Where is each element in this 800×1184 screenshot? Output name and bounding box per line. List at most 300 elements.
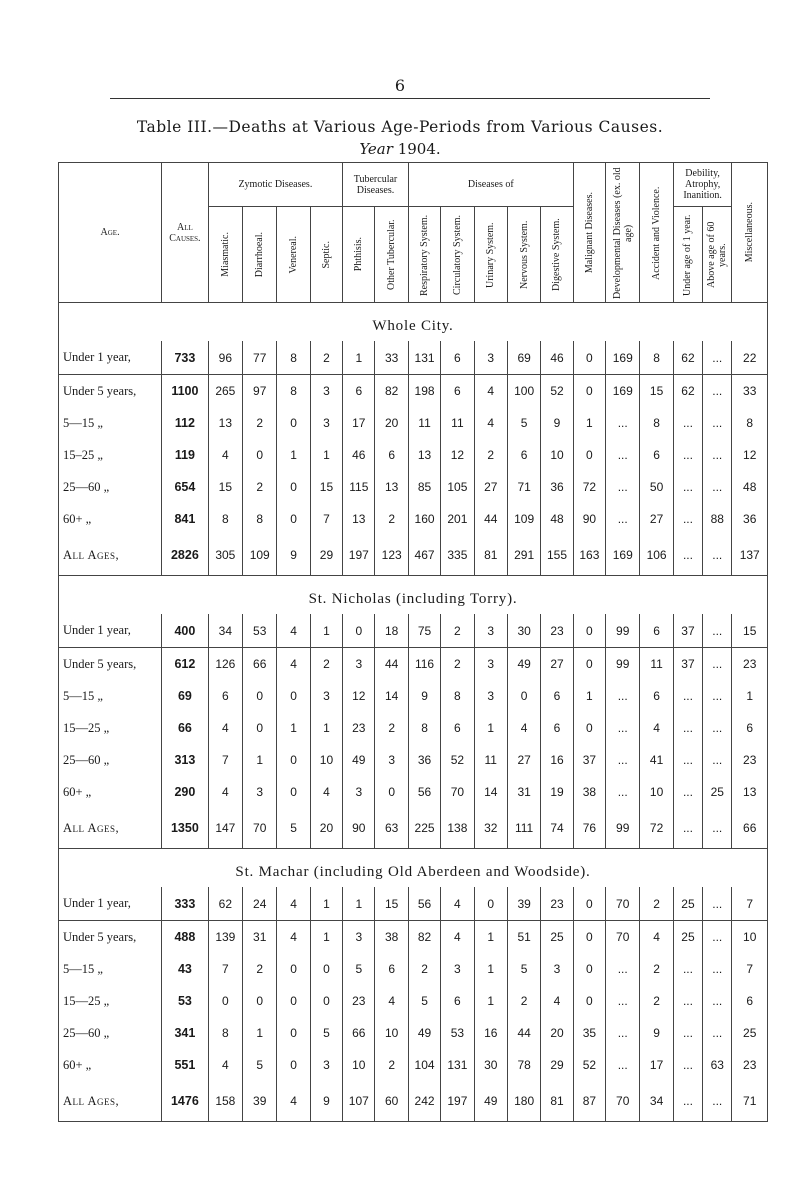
table-cell: 60: [375, 1081, 408, 1122]
table-cell: ...: [703, 439, 732, 471]
table-cell: ...: [703, 887, 732, 921]
section-heading-row: [59, 576, 768, 615]
table-cell: 6: [507, 439, 540, 471]
table-cell: 4: [375, 985, 408, 1017]
table-cell: 0: [573, 712, 605, 744]
age-period-label: 5—15 „: [59, 407, 162, 439]
table-cell: 48: [732, 471, 768, 503]
table-cell: 70: [441, 776, 474, 808]
table-row: [59, 744, 768, 776]
table-cell: 7: [208, 744, 242, 776]
table-cell: 20: [375, 407, 408, 439]
table-cell: 16: [541, 744, 573, 776]
table-cell: 1: [310, 712, 342, 744]
deaths-table: [58, 162, 768, 1122]
table-cell: 20: [310, 808, 342, 849]
table-cell: 0: [474, 887, 507, 921]
table-cell: 3: [474, 614, 507, 648]
table-cell: 14: [474, 776, 507, 808]
table-cell: ...: [673, 808, 702, 849]
table-cell: 0: [507, 680, 540, 712]
table-cell: 36: [732, 503, 768, 535]
age-period-label: 5—15 „: [59, 680, 162, 712]
table-cell: 105: [441, 471, 474, 503]
table-cell: 70: [606, 921, 640, 954]
table-cell: 2: [243, 407, 277, 439]
table-cell: 69: [507, 341, 540, 375]
table-cell: 0: [573, 341, 605, 375]
table-cell: 13: [375, 471, 408, 503]
table-cell: 3: [441, 953, 474, 985]
table-cell: 76: [573, 808, 605, 849]
table-cell: 4: [208, 1049, 242, 1081]
table-row: [59, 776, 768, 808]
table-cell: 6: [441, 341, 474, 375]
table-cell: 8: [277, 375, 310, 408]
table-row: [59, 1017, 768, 1049]
table-cell: ...: [673, 680, 702, 712]
table-cell: 10: [732, 921, 768, 954]
table-cell: 11: [408, 407, 440, 439]
table-cell: 8: [208, 503, 242, 535]
table-cell: 2: [375, 503, 408, 535]
table-cell: 7: [732, 953, 768, 985]
table-body: [59, 303, 768, 1122]
table-cell: 0: [310, 985, 342, 1017]
table-cell: 62: [673, 375, 702, 408]
table-cell: ...: [673, 439, 702, 471]
table-cell: 0: [277, 503, 310, 535]
table-cell: 17: [640, 1049, 673, 1081]
table-cell: 4: [208, 439, 242, 471]
table-cell: 77: [243, 341, 277, 375]
header-diseases-of: Diseases of: [408, 163, 573, 207]
table-cell: 4: [640, 712, 673, 744]
age-period-label: 60+ „: [59, 503, 162, 535]
age-period-label: Under 5 years,: [59, 375, 162, 408]
header-all-causes: All Causes.: [162, 163, 209, 303]
table-cell: 23: [541, 887, 573, 921]
table-cell: 78: [507, 1049, 540, 1081]
table-cell: 8: [277, 341, 310, 375]
table-cell: 31: [507, 776, 540, 808]
table-row: [59, 921, 768, 954]
table-cell: 2: [408, 953, 440, 985]
table-cell: 16: [474, 1017, 507, 1049]
table-row: [59, 1049, 768, 1081]
table-cell: 35: [573, 1017, 605, 1049]
all-causes-cell: 66: [162, 712, 209, 744]
table-cell: 3: [310, 1049, 342, 1081]
table-cell: 15: [375, 887, 408, 921]
table-cell: ...: [673, 471, 702, 503]
all-causes-cell: 119: [162, 439, 209, 471]
header-miasmatic: Miasmatic.: [219, 232, 231, 277]
table-cell: 96: [208, 341, 242, 375]
table-cell: 27: [507, 744, 540, 776]
table-cell: 33: [375, 341, 408, 375]
table-cell: ...: [606, 680, 640, 712]
table-cell: ...: [703, 985, 732, 1017]
table-cell: 4: [277, 921, 310, 954]
table-cell: 0: [277, 985, 310, 1017]
header-malignant: Malignant Diseases.: [583, 191, 595, 274]
table-cell: 30: [507, 614, 540, 648]
table-cell: 72: [640, 808, 673, 849]
table-cell: 49: [474, 1081, 507, 1122]
table-cell: 36: [541, 471, 573, 503]
table-row: [59, 1081, 768, 1122]
table-cell: ...: [673, 744, 702, 776]
table-cell: 155: [541, 535, 573, 576]
table-cell: 2: [375, 712, 408, 744]
table-cell: 27: [541, 648, 573, 681]
table-cell: 9: [277, 535, 310, 576]
table-cell: 13: [343, 503, 375, 535]
table-cell: 63: [375, 808, 408, 849]
table-cell: 41: [640, 744, 673, 776]
all-causes-cell: 2826: [162, 535, 209, 576]
table-cell: ...: [606, 407, 640, 439]
table-cell: 197: [441, 1081, 474, 1122]
header-septic: Septic.: [320, 240, 332, 269]
table-cell: 56: [408, 776, 440, 808]
table-cell: 0: [573, 648, 605, 681]
table-cell: 38: [375, 921, 408, 954]
table-cell: 56: [408, 887, 440, 921]
table-cell: 11: [474, 744, 507, 776]
table-cell: 4: [208, 712, 242, 744]
table-cell: 138: [441, 808, 474, 849]
table-cell: 4: [474, 375, 507, 408]
table-cell: 180: [507, 1081, 540, 1122]
table-row: [59, 887, 768, 921]
table-cell: 49: [507, 648, 540, 681]
table-cell: ...: [673, 1049, 702, 1081]
table-cell: 5: [277, 808, 310, 849]
table-row: [59, 614, 768, 648]
age-period-label: 15—25 „: [59, 985, 162, 1017]
section-title: St. Machar (including Old Aberdeen and Woodside).: [59, 849, 768, 888]
table-cell: ...: [703, 614, 732, 648]
header-miscellaneous: Miscellaneous.: [744, 202, 756, 263]
table-cell: 8: [408, 712, 440, 744]
age-period-label: 25—60 „: [59, 1017, 162, 1049]
table-cell: 2: [474, 439, 507, 471]
section-title: Whole City.: [59, 303, 768, 342]
table-cell: ...: [606, 1017, 640, 1049]
table-cell: 23: [343, 985, 375, 1017]
table-cell: 0: [573, 921, 605, 954]
table-cell: 10: [640, 776, 673, 808]
table-cell: 15: [310, 471, 342, 503]
table-cell: ...: [606, 1049, 640, 1081]
table-cell: 7: [732, 887, 768, 921]
header-respiratory: Respiratory System.: [419, 213, 431, 296]
header-above-60-years: Above age of 60 years.: [706, 221, 729, 288]
table-cell: ...: [673, 985, 702, 1017]
table-cell: ...: [673, 407, 702, 439]
section-title: St. Nicholas (including Torry).: [59, 576, 768, 615]
all-causes-cell: 841: [162, 503, 209, 535]
table-cell: 139: [208, 921, 242, 954]
table-cell: ...: [703, 744, 732, 776]
table-cell: 1: [474, 985, 507, 1017]
table-cell: 137: [732, 535, 768, 576]
table-cell: 66: [732, 808, 768, 849]
table-cell: 4: [441, 887, 474, 921]
table-cell: 2: [441, 648, 474, 681]
table-cell: 7: [208, 953, 242, 985]
header-venereal: Venereal.: [288, 235, 300, 274]
table-cell: 70: [606, 1081, 640, 1122]
table-cell: 1: [343, 341, 375, 375]
table-cell: 9: [640, 1017, 673, 1049]
all-causes-cell: 400: [162, 614, 209, 648]
table-cell: 34: [640, 1081, 673, 1122]
table-cell: 6: [640, 439, 673, 471]
age-period-label: All Ages,: [59, 808, 162, 849]
table-cell: 25: [673, 921, 702, 954]
table-cell: 81: [541, 1081, 573, 1122]
table-cell: 4: [277, 648, 310, 681]
header-age: Age.: [59, 163, 162, 303]
table-cell: 4: [541, 985, 573, 1017]
table-cell: 11: [640, 648, 673, 681]
table-cell: ...: [673, 535, 702, 576]
table-cell: 2: [375, 1049, 408, 1081]
table-row: [59, 407, 768, 439]
table-cell: 10: [310, 744, 342, 776]
table-cell: 4: [640, 921, 673, 954]
table-cell: 97: [243, 375, 277, 408]
table-cell: 2: [243, 953, 277, 985]
table-row: [59, 535, 768, 576]
table-cell: 13: [208, 407, 242, 439]
table-row: [59, 341, 768, 375]
table-cell: 0: [573, 985, 605, 1017]
table-cell: 23: [732, 648, 768, 681]
table-cell: ...: [703, 808, 732, 849]
table-cell: 6: [441, 375, 474, 408]
table-cell: 2: [310, 648, 342, 681]
table-cell: 158: [208, 1081, 242, 1122]
table-cell: 1: [310, 921, 342, 954]
age-period-label: Under 1 year,: [59, 614, 162, 648]
table-cell: 5: [343, 953, 375, 985]
table-cell: 0: [310, 953, 342, 985]
table-cell: 160: [408, 503, 440, 535]
table-cell: 2: [441, 614, 474, 648]
table-cell: 31: [243, 921, 277, 954]
table-cell: 4: [507, 712, 540, 744]
table-cell: 9: [408, 680, 440, 712]
table-cell: 0: [573, 375, 605, 408]
table-cell: 3: [541, 953, 573, 985]
table-cell: ...: [703, 1017, 732, 1049]
all-causes-cell: 1350: [162, 808, 209, 849]
table-cell: 44: [474, 503, 507, 535]
table-cell: 1: [243, 1017, 277, 1049]
table-row: [59, 953, 768, 985]
table-cell: 6: [441, 985, 474, 1017]
table-cell: 14: [375, 680, 408, 712]
age-period-label: Under 5 years,: [59, 921, 162, 954]
table-cell: 25: [732, 1017, 768, 1049]
age-period-label: All Ages,: [59, 1081, 162, 1122]
table-cell: 6: [732, 985, 768, 1017]
table-cell: 70: [243, 808, 277, 849]
header-circulatory: Circulatory System.: [451, 214, 463, 295]
table-cell: 8: [441, 680, 474, 712]
table-cell: 13: [408, 439, 440, 471]
all-causes-cell: 290: [162, 776, 209, 808]
table-cell: 13: [732, 776, 768, 808]
table-cell: 3: [343, 921, 375, 954]
all-causes-cell: 612: [162, 648, 209, 681]
header-diarrhoeal: Diarrhoeal.: [254, 231, 266, 278]
table-cell: 0: [243, 985, 277, 1017]
table-cell: 10: [541, 439, 573, 471]
table-row: [59, 503, 768, 535]
table-cell: 62: [208, 887, 242, 921]
header-urinary: Urinary System.: [485, 221, 497, 288]
table-cell: 1: [573, 680, 605, 712]
table-cell: 3: [474, 341, 507, 375]
table-cell: 1: [474, 712, 507, 744]
header-zymotic: Zymotic Diseases.: [208, 163, 342, 207]
table-cell: 8: [640, 341, 673, 375]
all-causes-cell: 1476: [162, 1081, 209, 1122]
table-cell: 4: [277, 614, 310, 648]
all-causes-cell: 53: [162, 985, 209, 1017]
table-cell: 15: [208, 471, 242, 503]
table-cell: 3: [243, 776, 277, 808]
all-causes-cell: 733: [162, 341, 209, 375]
table-row: [59, 375, 768, 408]
table-cell: 6: [732, 712, 768, 744]
table-cell: 0: [208, 985, 242, 1017]
table-cell: ...: [703, 712, 732, 744]
table-cell: 30: [474, 1049, 507, 1081]
all-causes-cell: 333: [162, 887, 209, 921]
table-cell: ...: [703, 1081, 732, 1122]
table-cell: 63: [703, 1049, 732, 1081]
table-cell: ...: [673, 776, 702, 808]
table-cell: 6: [640, 614, 673, 648]
table-cell: 23: [541, 614, 573, 648]
table-cell: 3: [474, 680, 507, 712]
table-cell: 36: [408, 744, 440, 776]
age-period-label: 25—60 „: [59, 471, 162, 503]
header-under-1-year: Under age of 1 year.: [682, 213, 694, 296]
table-cell: ...: [703, 375, 732, 408]
table-cell: 37: [573, 744, 605, 776]
table-cell: 5: [243, 1049, 277, 1081]
table-cell: 4: [208, 776, 242, 808]
top-rule: [110, 98, 710, 99]
table-cell: 72: [573, 471, 605, 503]
table-cell: 305: [208, 535, 242, 576]
table-cell: 25: [673, 887, 702, 921]
table-cell: 87: [573, 1081, 605, 1122]
table-cell: 163: [573, 535, 605, 576]
table-cell: 85: [408, 471, 440, 503]
table-cell: 62: [673, 341, 702, 375]
table-cell: 201: [441, 503, 474, 535]
table-cell: 1: [310, 439, 342, 471]
table-cell: 3: [310, 680, 342, 712]
table-cell: 169: [606, 341, 640, 375]
header-accident: Accident and Violence.: [651, 185, 663, 280]
table-cell: 106: [640, 535, 673, 576]
age-period-label: 60+ „: [59, 1049, 162, 1081]
subtitle-prefix: Year: [359, 140, 393, 158]
table-cell: 52: [541, 375, 573, 408]
table-cell: 123: [375, 535, 408, 576]
all-causes-cell: 341: [162, 1017, 209, 1049]
table-cell: 4: [310, 776, 342, 808]
table-cell: 82: [408, 921, 440, 954]
table-cell: 5: [310, 1017, 342, 1049]
table-row: [59, 648, 768, 681]
table-row: [59, 471, 768, 503]
all-causes-cell: 112: [162, 407, 209, 439]
table-cell: ...: [673, 1081, 702, 1122]
table-cell: 1: [343, 887, 375, 921]
table-cell: 4: [277, 887, 310, 921]
table-cell: 39: [507, 887, 540, 921]
table-cell: ...: [606, 744, 640, 776]
table-cell: 18: [375, 614, 408, 648]
table-cell: 44: [375, 648, 408, 681]
table-cell: 90: [573, 503, 605, 535]
table-cell: ...: [703, 535, 732, 576]
table-cell: 12: [732, 439, 768, 471]
table-cell: 11: [441, 407, 474, 439]
age-period-label: 5—15 „: [59, 953, 162, 985]
table-row: [59, 439, 768, 471]
table-cell: 49: [343, 744, 375, 776]
table-cell: 0: [243, 680, 277, 712]
table-cell: 100: [507, 375, 540, 408]
table-cell: 0: [573, 439, 605, 471]
table-cell: ...: [606, 712, 640, 744]
table-cell: 6: [208, 680, 242, 712]
table-cell: 116: [408, 648, 440, 681]
table-cell: 53: [441, 1017, 474, 1049]
table-cell: 197: [343, 535, 375, 576]
table-cell: 10: [343, 1049, 375, 1081]
table-cell: 169: [606, 535, 640, 576]
table-row: [59, 808, 768, 849]
table-cell: 6: [541, 712, 573, 744]
table-cell: 2: [310, 341, 342, 375]
table-cell: 25: [541, 921, 573, 954]
table-cell: 50: [640, 471, 673, 503]
table-cell: 4: [474, 407, 507, 439]
table-cell: 46: [541, 341, 573, 375]
table-cell: 0: [277, 1049, 310, 1081]
table-cell: ...: [703, 648, 732, 681]
table-cell: 5: [507, 407, 540, 439]
table-cell: 74: [541, 808, 573, 849]
table-cell: 0: [243, 439, 277, 471]
table-cell: 3: [343, 776, 375, 808]
table-cell: 3: [474, 648, 507, 681]
table-cell: ...: [606, 953, 640, 985]
table-cell: 49: [408, 1017, 440, 1049]
